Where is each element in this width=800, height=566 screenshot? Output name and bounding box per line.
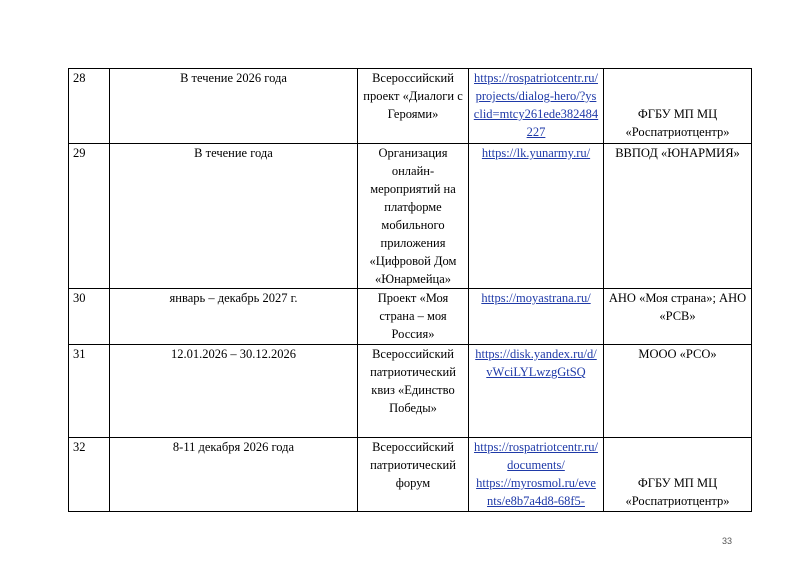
- row-organization: МООО «РСО»: [604, 345, 752, 438]
- row-number: 29: [69, 144, 110, 289]
- row-organization: ВВПОД «ЮНАРМИЯ»: [604, 144, 752, 289]
- row-link[interactable]: https://rospatriotcentr.ru/documents/: [474, 440, 598, 472]
- events-table: [68, 68, 752, 512]
- row-date: 12.01.2026 – 30.12.2026: [110, 345, 358, 438]
- row-event: Проект «Моя страна – моя Россия»: [358, 289, 469, 345]
- row-link[interactable]: https://rospatriotcentr.ru/projects/dialog-hero/?ysclid=mtcy261ede382484227: [473, 71, 599, 139]
- row-event: Всероссийский проект «Диалоги с Героями»: [358, 69, 469, 144]
- table-row: [69, 144, 752, 289]
- row-link-secondary[interactable]: https://myrosmol.ru/events/e8b7a4d8-68f5-: [476, 476, 596, 508]
- row-event: Всероссийский патриотический квиз «Единство Победы»: [358, 345, 469, 438]
- row-date: В течение года: [110, 144, 358, 289]
- table-row: [69, 345, 752, 438]
- row-number: 32: [69, 438, 110, 512]
- row-event: Всероссийский патриотический форум: [358, 438, 469, 512]
- table-row: [69, 438, 752, 512]
- row-organization: АНО «Моя страна»; АНО «РСВ»: [604, 289, 752, 345]
- row-organization: ФГБУ МП МЦ «Роспатриотцентр»: [625, 107, 730, 139]
- row-link[interactable]: https://moyastrana.ru/: [481, 291, 591, 305]
- row-link[interactable]: https://disk.yandex.ru/d/vWciLYLwzgGtSQ: [475, 347, 597, 379]
- table-row: [69, 289, 752, 345]
- row-organization: ФГБУ МП МЦ «Роспатриотцентр»: [625, 476, 730, 508]
- page-number: 33: [721, 536, 732, 546]
- row-link[interactable]: https://lk.yunarmy.ru/: [481, 146, 591, 160]
- row-date: январь – декабрь 2027 г.: [110, 289, 358, 345]
- row-number: 31: [69, 345, 110, 438]
- row-number: 28: [69, 69, 110, 144]
- row-event: Организация онлайн-мероприятий на платформе мобильного приложения «Цифровой Дом «Юнармейца»: [358, 144, 469, 289]
- row-number: 30: [69, 289, 110, 345]
- table-row: [69, 69, 752, 144]
- row-date: 8-11 декабря 2026 года: [110, 438, 358, 512]
- row-date: В течение 2026 года: [110, 69, 358, 144]
